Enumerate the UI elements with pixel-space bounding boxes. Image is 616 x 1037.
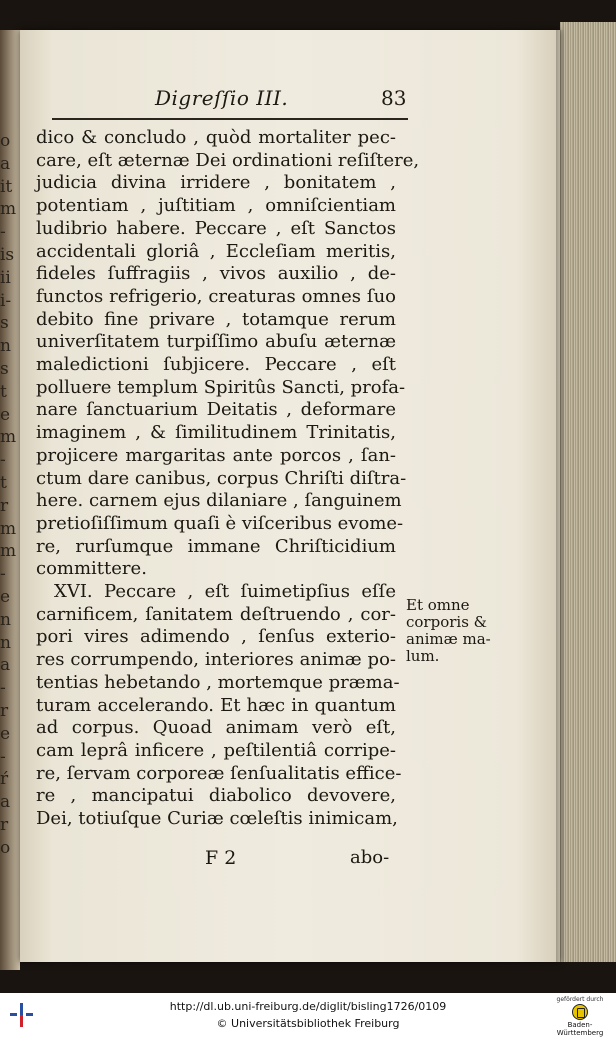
text-line: univerſitatem turpiſſimo abuſu æternæ <box>36 331 396 353</box>
text-line: committere. <box>36 558 147 580</box>
text-line: nare ſanctuarium Deitatis , deformare <box>36 399 396 421</box>
body-text <box>36 127 420 831</box>
text-line: imaginem , & ſimilitudinem Trinitatis, <box>36 422 396 444</box>
marginal-note <box>406 597 496 665</box>
text-line: ctum dare canibus, corpus Chriſti diſtra- <box>36 467 407 489</box>
text-line: XVI. Peccare , eſt ſuimetipſius eſſe <box>54 581 396 603</box>
text-line: debito fine privare , totamque rerum <box>36 308 396 330</box>
text-line: pori vires adimendo , ſenſus exterio- <box>36 626 396 648</box>
gutter-shadow <box>556 30 564 962</box>
marginal-note-line: Et omne <box>406 596 470 614</box>
page-block-edges <box>560 22 616 962</box>
funder-name: Baden-Württemberg <box>556 1021 604 1037</box>
header-rule <box>52 118 408 120</box>
text-line: Dei, totiuſque Curiæ cœleſtis inimicam, <box>36 808 398 830</box>
text-line: care, eſt æternæ Dei ordinationi reſiſtere, <box>36 149 420 171</box>
text-line: judicia divina irridere , bonitatem , <box>36 172 396 194</box>
catchword: abo- <box>350 847 390 868</box>
text-line: dico & concludo , quòd mortaliter pec- <box>36 127 396 148</box>
text-line: here. carnem ejus dilaniare , ſanguinem <box>36 490 402 512</box>
text-line: functos refrigerio, creaturas omnes ſuo <box>36 285 396 307</box>
text-line: projicere margaritas ante porcos , ſan- <box>36 444 396 466</box>
text-line: polluere templum Spiritûs Sancti, profa- <box>36 376 406 398</box>
marginal-note-line: lum. <box>406 647 440 665</box>
text-line: ludibrio habere. Peccare , eſt Sanctos <box>36 217 396 239</box>
text-line: fideles ſuffragiis , vivos auxilio , de- <box>36 263 396 285</box>
viewer-footer <box>0 993 616 1037</box>
running-head: Digreſſio III. <box>155 86 289 110</box>
text-line: res corrumpendo, interiores animæ po- <box>36 649 396 671</box>
marginal-note-line: corporis & <box>406 613 488 631</box>
text-line: accidentali gloriâ , Eccleſiam meritis, <box>36 240 396 262</box>
text-line: pretioſiſſimum quaſi è viſceribus evome- <box>36 512 404 534</box>
text-line: cam leprâ inficere , peſtilentiâ corripe- <box>36 739 396 761</box>
copyright-notice: © Universitätsbibliothek Freiburg <box>216 1017 400 1030</box>
text-line: tentias hebetando , mortemque præma- <box>36 671 400 693</box>
signature-mark: F 2 <box>205 847 237 869</box>
previous-page-edge <box>0 30 20 970</box>
text-line: carnificem, ſanitatem deſtruendo , cor- <box>36 603 396 625</box>
coat-of-arms-icon <box>572 1004 588 1020</box>
text-line: re , mancipatui diabolico devovere, <box>36 785 396 807</box>
page-number: 83 <box>381 86 407 110</box>
previous-page-text-fragments: o a it m - is ii i- s n s t e m - t r m m - e n n a - r e - ŕ a r o <box>0 131 17 858</box>
text-line: turam accelerando. Et hæc in quantum <box>36 694 396 716</box>
document-url-link[interactable]: http://dl.ub.uni-freiburg.de/diglit/bisling1726/0109 <box>169 1000 447 1013</box>
text-line: potentiam , juſtitiam , omniſcientiam <box>36 195 396 217</box>
text-line: re, rurſumque immane Chriſticidium <box>36 535 396 557</box>
marginal-note-line: animæ ma- <box>406 630 491 648</box>
text-line: re, ſervam corporeæ ſenſualitatis effice- <box>36 762 402 784</box>
funder-caption: gefördert durch <box>556 996 604 1003</box>
funder-badge <box>550 996 610 1037</box>
text-line: maledictioni ſubjicere. Peccare , eſt <box>36 354 396 376</box>
text-line: ad corpus. Quoad animam verò eſt, <box>36 717 396 739</box>
